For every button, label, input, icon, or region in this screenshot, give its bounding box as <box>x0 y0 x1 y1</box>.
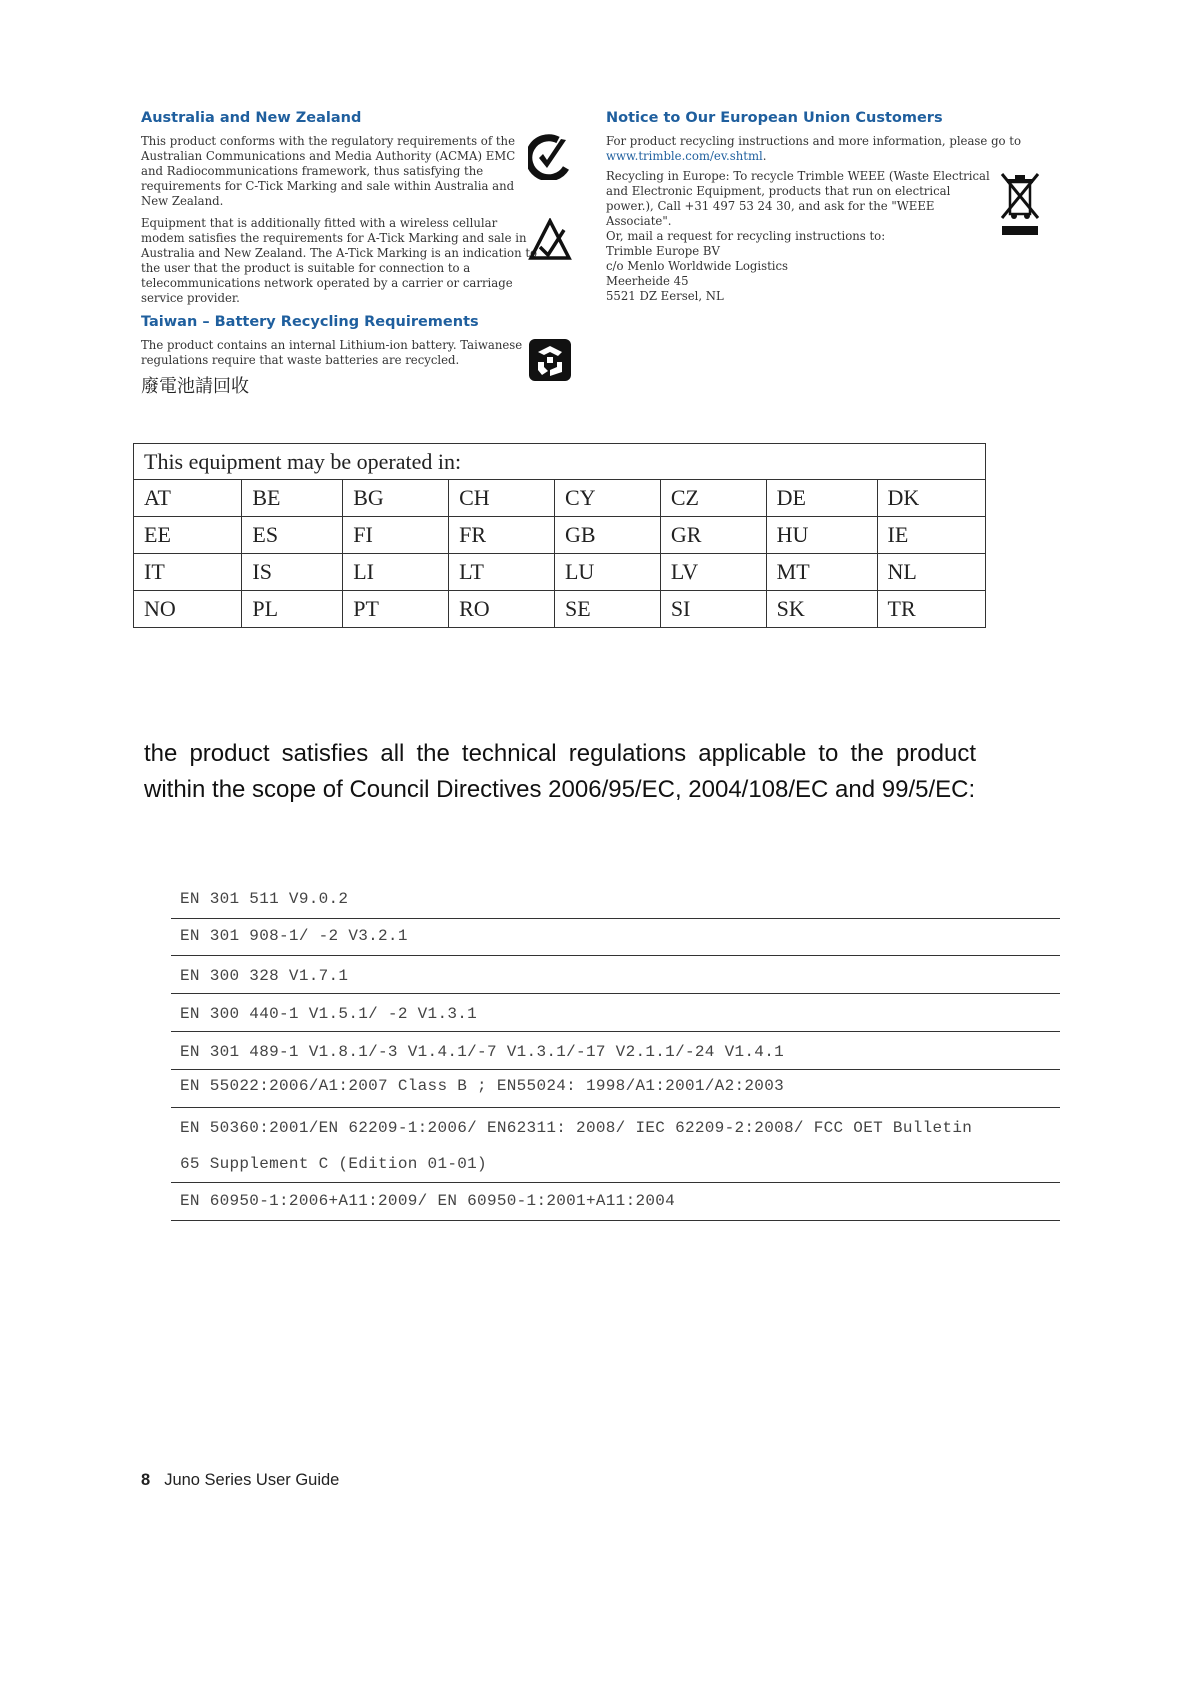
list-item <box>171 1032 1060 1070</box>
country-code: NO <box>134 591 242 628</box>
country-code: LU <box>554 554 660 591</box>
standard-text: EN 300 440-1 V1.5.1/ -2 V1.3.1 <box>180 1005 478 1023</box>
list-item <box>171 919 1060 956</box>
eu-line: Meerheide 45 <box>606 274 689 288</box>
country-code: DK <box>877 480 985 517</box>
eu-paragraph-link <box>606 134 1026 164</box>
country-code: IE <box>877 517 985 554</box>
countries-table <box>133 443 986 628</box>
table-row <box>134 554 986 591</box>
country-code: IT <box>134 554 242 591</box>
country-code: HU <box>766 517 877 554</box>
eu-line: 5521 DZ Eersel, NL <box>606 289 724 303</box>
country-code: RO <box>449 591 555 628</box>
table-row <box>134 517 986 554</box>
eu-recycling-instructions <box>606 169 992 304</box>
standard-text: EN 55022:2006/A1:2007 Class B ; EN55024: 1998/A1:2001/A2:2003 <box>180 1077 784 1095</box>
country-code: LT <box>449 554 555 591</box>
country-code: MT <box>766 554 877 591</box>
standard-text: EN 50360:2001/EN 62209-1:2006/ EN62311: 2008/ IEC 62209-2:2008/ FCC OET Bulletin <box>180 1119 973 1137</box>
country-code: SK <box>766 591 877 628</box>
list-item <box>171 994 1060 1032</box>
trimble-recycling-link[interactable]: www.trimble.com/ev.shtml <box>606 149 763 163</box>
country-code: ES <box>242 517 343 554</box>
document-title: Juno Series User Guide <box>164 1471 340 1489</box>
country-code: PL <box>242 591 343 628</box>
country-code: SI <box>660 591 766 628</box>
standards-list <box>171 882 1060 1221</box>
country-code: TR <box>877 591 985 628</box>
country-code: BE <box>242 480 343 517</box>
standard-text: EN 300 328 V1.7.1 <box>180 967 349 985</box>
taiwan-paragraph: The product contains an internal Lithium-ion battery. Taiwanese regulations require that waste batteries are recycled. <box>141 338 523 367</box>
country-code: BG <box>343 480 449 517</box>
standard-text: EN 301 908-1/ -2 V3.2.1 <box>180 927 408 945</box>
list-item <box>171 1183 1060 1221</box>
country-code: IS <box>242 554 343 591</box>
anz-heading: Australia and New Zealand <box>141 110 362 126</box>
eu-line: power.), Call +31 497 53 24 30, and ask for the "WEEE Associate". <box>606 199 935 228</box>
standard-text: EN 60950-1:2006+A11:2009/ EN 60950-1:2001+A11:2004 <box>180 1192 676 1210</box>
eu-line: Or, mail a request for recycling instructions to: <box>606 229 886 243</box>
c-tick-icon <box>528 134 572 185</box>
eu-link-suffix: . <box>762 149 767 163</box>
standard-text-continued: 65 Supplement C (Edition 01-01) <box>180 1155 487 1173</box>
eu-paragraph-text: For product recycling instructions and more information, please go to <box>606 134 1022 148</box>
battery-recycling-icon <box>528 338 572 387</box>
taiwan-chinese-text: 廢電池請回收 <box>141 376 249 397</box>
page-number: 8 <box>141 1471 151 1489</box>
list-item <box>171 1108 1060 1183</box>
anz-paragraph-atick: Equipment that is additionally fitted with a wireless cellular modem satisfies the requirements for A-Tick Marking and sale in Australia and New Zealand. The A-Tick Marking is an indication to the user that the product is suitable for connection to a telecommunications network operated by a carrier or carriage service provider. <box>141 216 538 305</box>
country-code: LV <box>660 554 766 591</box>
standard-text: EN 301 489-1 V1.8.1/-3 V1.4.1/-7 V1.3.1/-17 V2.1.1/-24 V1.4.1 <box>180 1043 784 1061</box>
anz-paragraph-ctick: This product conforms with the regulatory requirements of the Australian Communications and Media Authority (ACMA) EMC and Radiocommunications framework, thus satisfying the requirements for C-Tick Marking and sale within Australia and New Zealand. <box>141 134 516 208</box>
table-row <box>134 591 986 628</box>
eu-line: Recycling in Europe: To recycle Trimble WEEE (Waste Electrical <box>606 169 990 183</box>
list-item <box>171 956 1060 994</box>
country-code: SE <box>554 591 660 628</box>
table-row <box>134 480 986 517</box>
standard-text: EN 301 511 V9.0.2 <box>180 890 349 908</box>
eu-heading: Notice to Our European Union Customers <box>606 110 943 126</box>
country-code: AT <box>134 480 242 517</box>
weee-crossed-bin-icon <box>1000 172 1040 243</box>
list-item <box>171 1070 1060 1108</box>
country-code: PT <box>343 591 449 628</box>
compliance-statement: the product satisfies all the technical regulations applicable to the product within the scope of Council Directives 2006/95/EC, 2004/108/EC and 99/5/EC: <box>144 740 976 803</box>
countries-table-header: This equipment may be operated in: <box>134 444 986 480</box>
country-code: EE <box>134 517 242 554</box>
country-code: CY <box>554 480 660 517</box>
list-item <box>171 882 1060 919</box>
eu-line: c/o Menlo Worldwide Logistics <box>606 259 789 273</box>
country-code: GR <box>660 517 766 554</box>
country-code: DE <box>766 480 877 517</box>
eu-line: and Electronic Equipment, products that run on electrical <box>606 184 951 198</box>
country-code: FI <box>343 517 449 554</box>
country-code: FR <box>449 517 555 554</box>
country-code: GB <box>554 517 660 554</box>
eu-line: Trimble Europe BV <box>606 244 720 258</box>
country-code: NL <box>877 554 985 591</box>
taiwan-heading: Taiwan – Battery Recycling Requirements <box>141 314 479 330</box>
page-footer <box>141 1471 339 1490</box>
country-code: LI <box>343 554 449 591</box>
a-tick-icon <box>528 218 572 267</box>
country-code: CH <box>449 480 555 517</box>
country-code: CZ <box>660 480 766 517</box>
